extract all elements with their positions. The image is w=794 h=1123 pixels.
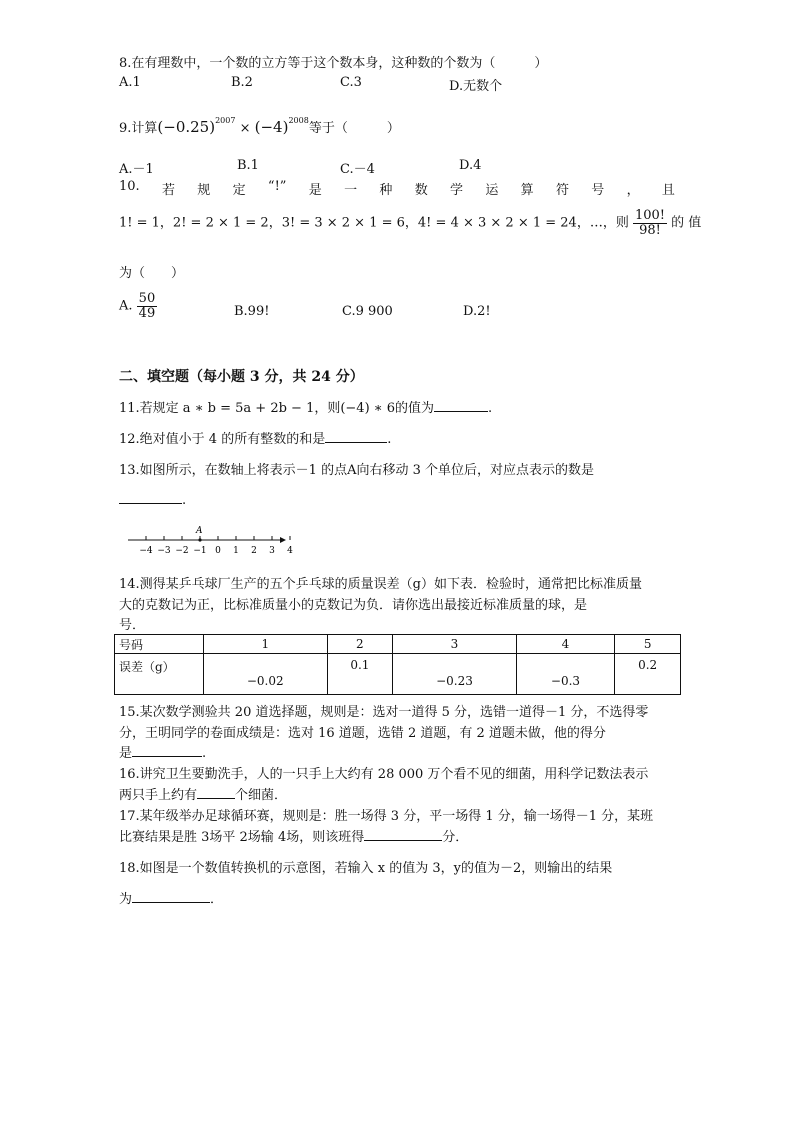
q10-word: 种 [379,183,393,198]
q18-line1: 18.如图是一个数值转换机的示意图，若输入 x 的值为 3，y的值为－2，则输出的结果 [119,861,613,876]
q17-line2 [119,826,468,845]
q11-end: . [488,401,493,416]
q9-option-c: C.－4 [340,162,375,177]
q16-line1: 16.讲究卫生要勤洗手，人的一只手上大约有 28 000 万个看不见的细菌，用科学记数法表示 [119,767,649,782]
q18-end: ． [210,892,224,907]
q17-line1: 17.某年级举办足球循环赛，规则是：胜一场得 3 分，平一场得 1 分，输一场得－1 分，某班 [119,809,654,824]
q10-option-d: D.2! [463,304,491,319]
q9-option-a: A.－1 [119,162,154,177]
number-line-tick-label: −4 [139,546,153,556]
q16-line2 [119,784,287,803]
q10-word: 运 [485,183,499,198]
q14-line1: 14.测得某乒乓球厂生产的五个乒乓球的质量误差（g）如下表．检验时，通常把比标准质量 [119,577,642,592]
number-line-tick-label: −1 [193,546,207,556]
number-line-ticks [139,536,293,556]
q10-option-a-fraction [137,292,158,320]
q15-end: . [202,746,207,761]
q10-option-c: C.9 900 [342,304,393,319]
q9-stem [119,116,400,136]
table-header-cell: 4 [516,635,615,654]
q10-word: 规 [197,183,211,198]
table-header-cell: 2 [327,635,393,654]
q10-option-a [119,292,157,320]
q18-line2 [119,888,223,907]
q10-option-a-denominator: 49 [138,305,156,321]
q10-factorial-defs: 1! = 1，2! = 2 × 1 = 2，3! = 3 × 2 × 1 = 6，4! = 4 × 3 × 2 × 1 = 24，…，则 [119,215,629,231]
q9-prefix: 9.计算 [119,121,158,136]
q13-line1: 13.如图所示，在数轴上将表示－1 的点A向右移动 3 个单位后，对应点表示的数是 [119,463,595,478]
q15-line2: 分，王明同学的卷面成绩是：选对 16 道题，选错 2 道题，有 2 道题未做，他的得分 [119,726,606,741]
q9-times: × [239,121,251,136]
q10-line2-suffix: 的 值 [671,215,702,231]
point-a-label: A [196,526,203,536]
number-line-tick-label: 2 [251,546,257,556]
table-cell: −0.23 [393,654,517,695]
q10-word: 数 [414,183,428,198]
q10-word: “!” [267,179,287,194]
number-line [126,524,293,556]
q15-line3-text: 是 [119,746,133,761]
table-cell: −0.3 [516,654,615,695]
q14-line2: 大的克数记为正，比标准质量小的克数记为负．请你选出最接近标准质量的球，是 [119,598,588,613]
q18-line2-text: 为 [119,892,133,907]
q10-fraction [633,209,667,237]
q10-word: ， [626,183,640,198]
number-line-tick-label: 3 [269,546,275,556]
table-cell: 误差（g） [115,654,204,695]
q14-line3: 号． [119,618,146,633]
q15-answer-blank[interactable] [132,744,202,757]
q10-word: 一 [344,183,358,198]
number-line-tick-label: −3 [157,546,171,556]
q9-option-d: D.4 [459,158,482,173]
q11-answer-blank[interactable] [434,399,488,412]
section-title: 二、填空题（每小题 3 分，共 24 分） [119,369,364,385]
q8-option-c: C.3 [340,75,362,90]
q10-frac-numerator: 100! [634,208,666,223]
q12-answer-blank[interactable] [325,430,387,443]
number-line-tick-label: 4 [287,546,293,556]
q10-word: 定 [232,183,246,198]
number-line-tick-label: −2 [175,546,189,556]
q9-exp2: 2008 [288,116,309,125]
q10-word: 学 [450,183,464,198]
point-a-dot [198,538,201,541]
q15-line3 [119,742,206,761]
q17-answer-blank[interactable] [364,828,442,841]
q8-option-a: A.1 [119,75,141,90]
q10-word: 号 [591,183,605,198]
q11-text: 11.若规定 a ∗ b = 5a + 2b − 1，则(−4) ∗ 6的值为 [119,401,435,416]
table-header-row [115,635,681,654]
q8-option-b: B.2 [231,75,253,90]
q10-option-a-numerator: 50 [138,291,156,306]
q13-answer-blank[interactable] [119,491,182,504]
number-line-tick-label: 0 [215,546,221,556]
number-line-arrow-icon [280,537,286,543]
q16-line2b: 个细菌． [235,788,288,803]
table-header-cell: 号码 [115,635,204,654]
q17-line2b: 分． [442,830,469,845]
q10-word: 是 [308,183,322,198]
number-line-tick-label: 1 [233,546,239,556]
error-table [114,634,681,695]
q17-line2a: 比赛结果是胜 3场平 2场输 4场，则该班得 [119,830,365,845]
q15-line1: 15.某次数学测验共 20 道选择题，规则是：选对一道得 5 分，选错一道得－1 分，不选得零 [119,705,649,720]
q10-line2 [119,209,701,237]
q10-line1 [119,179,675,198]
q16-answer-blank[interactable] [197,786,235,799]
table-cell: 0.1 [327,654,393,695]
q9-exp1: 2007 [215,116,236,125]
q10-word: 且 [661,183,675,198]
q13-line2 [119,491,186,508]
table-cell: 0.2 [615,654,681,695]
table-cell: −0.02 [204,654,328,695]
table-row [115,654,681,695]
q10-frac-denominator: 98! [639,222,661,238]
q8-stem: 8.在有理数中，一个数的立方等于这个数本身，这种数的个数为（ ） [119,56,548,71]
table-header-cell: 5 [615,635,681,654]
q10-option-b: B.99! [234,304,270,319]
q12-text: 12.绝对值小于 4 的所有整数的和是 [119,432,326,447]
table-header-cell: 3 [393,635,517,654]
q10-line3: 为（ ） [119,266,185,281]
q9-suffix: 等于（ ） [308,121,400,136]
table-header-cell: 1 [204,635,328,654]
q9-base1: (−0.25) [157,118,216,136]
q8-option-d: D.无数个 [449,79,503,94]
q12 [119,428,391,447]
q9-base2: (−4) [254,118,289,136]
q16-line2a: 两只手上约有 [119,788,198,803]
q13-end: . [182,493,187,508]
q10-option-a-prefix: A. [119,298,133,314]
q10-word: 10. [119,179,140,194]
q9-option-b: B.1 [237,158,259,173]
q10-word: 若 [161,183,175,198]
q18-answer-blank[interactable] [132,890,210,903]
q11 [119,397,492,416]
q12-end: . [387,432,392,447]
q10-word: 算 [520,183,534,198]
q10-word: 符 [555,183,569,198]
